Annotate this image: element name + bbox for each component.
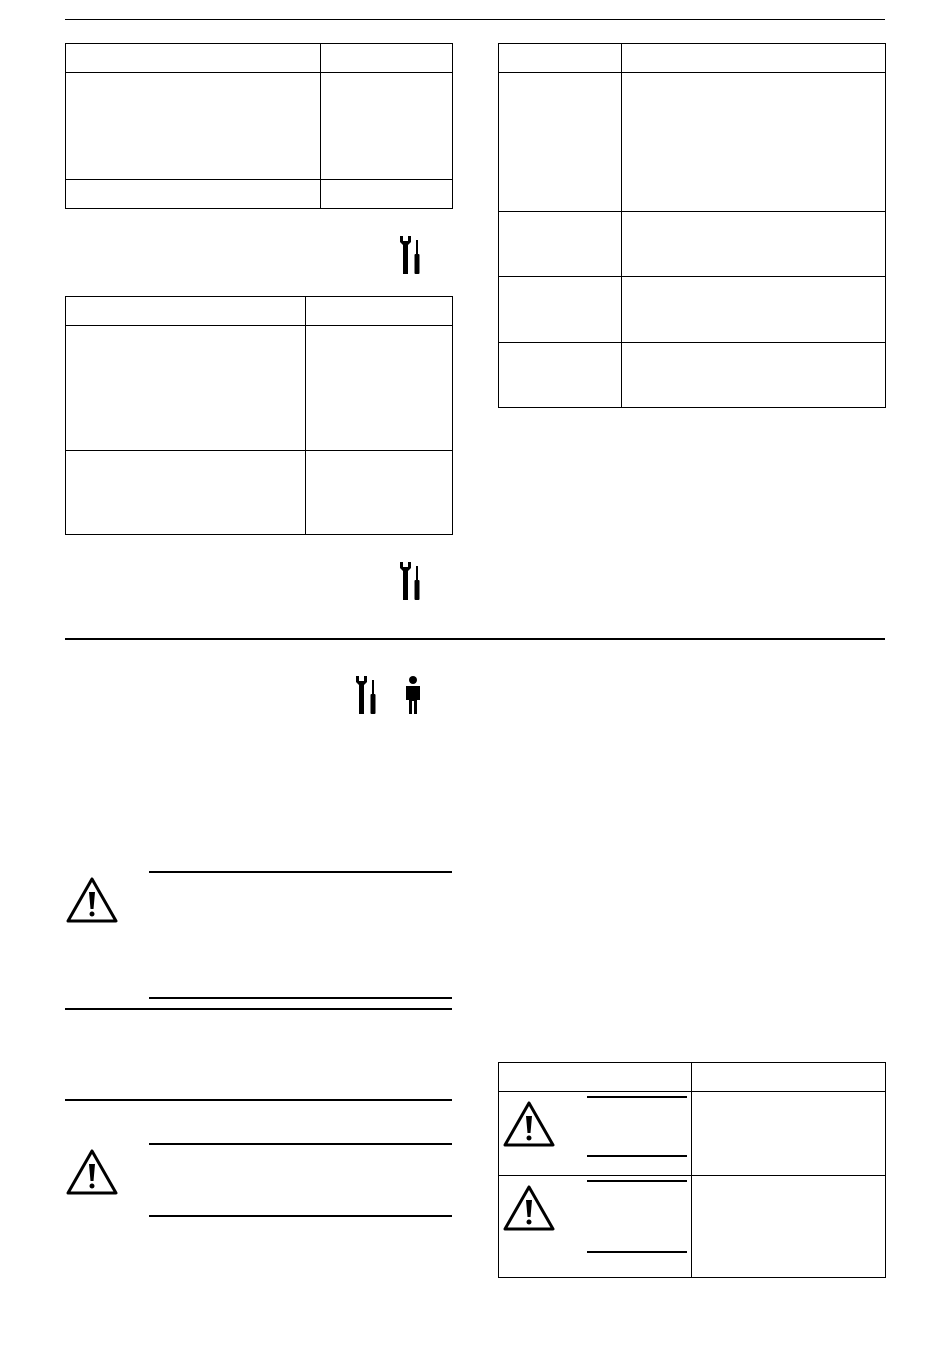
warning-rule-top [587, 1096, 687, 1098]
table-row [499, 44, 886, 73]
table-cell [66, 297, 306, 326]
warning-icon [65, 1148, 119, 1196]
table-cell [499, 44, 622, 73]
table-row [499, 73, 886, 212]
table-cell [306, 326, 453, 451]
section-rule [65, 1008, 452, 1010]
section-divider [65, 638, 885, 640]
table-row [499, 343, 886, 408]
warning-rule-bottom [149, 1215, 452, 1217]
warning-icon [65, 876, 119, 924]
table-top-left [65, 43, 453, 209]
table-row [499, 1063, 886, 1092]
table-cell [499, 343, 622, 408]
table-middle-left [65, 296, 453, 535]
warning-rule-top [149, 871, 452, 873]
table-cell [622, 73, 886, 212]
table-cell [692, 1176, 886, 1278]
table-row [66, 44, 453, 73]
table-cell [66, 44, 321, 73]
table-cell [499, 277, 622, 343]
table-cell [306, 297, 453, 326]
warning-rule-top [149, 1143, 452, 1145]
table-cell [692, 1063, 886, 1092]
header-rule [65, 19, 885, 20]
table-cell [306, 451, 453, 535]
table-cell [622, 343, 886, 408]
table-row [499, 1176, 886, 1278]
table-cell [321, 180, 453, 209]
person-icon [403, 676, 423, 716]
warning-rule-bottom [587, 1251, 687, 1253]
table-cell [499, 1092, 692, 1176]
table-cell [622, 44, 886, 73]
table-cell [499, 1063, 692, 1092]
table-row [66, 451, 453, 535]
table-row [499, 277, 886, 343]
table-cell [499, 73, 622, 212]
table-cell [66, 326, 306, 451]
tools-icon [354, 676, 380, 716]
table-row [66, 297, 453, 326]
table-cell [321, 44, 453, 73]
table-cell [66, 73, 321, 180]
table-top-right [498, 43, 886, 408]
table-row [66, 73, 453, 180]
table-row [499, 1092, 886, 1176]
warning-rule-bottom [149, 997, 452, 999]
table-cell [499, 1176, 692, 1278]
warning-rule-bottom [587, 1155, 687, 1157]
table-cell [321, 73, 453, 180]
table-cell [499, 212, 622, 277]
table-cell [66, 180, 321, 209]
table-cell [692, 1092, 886, 1176]
warning-icon [502, 1184, 556, 1232]
table-bottom-right [498, 1062, 886, 1278]
tools-icon [398, 236, 424, 276]
table-row [499, 212, 886, 277]
table-row [66, 326, 453, 451]
section-rule [65, 1099, 452, 1101]
table-cell [622, 212, 886, 277]
table-row [66, 180, 453, 209]
table-cell [622, 277, 886, 343]
table-cell [66, 451, 306, 535]
warning-icon [502, 1100, 556, 1148]
tools-icon [398, 562, 424, 602]
warning-rule-top [587, 1180, 687, 1182]
